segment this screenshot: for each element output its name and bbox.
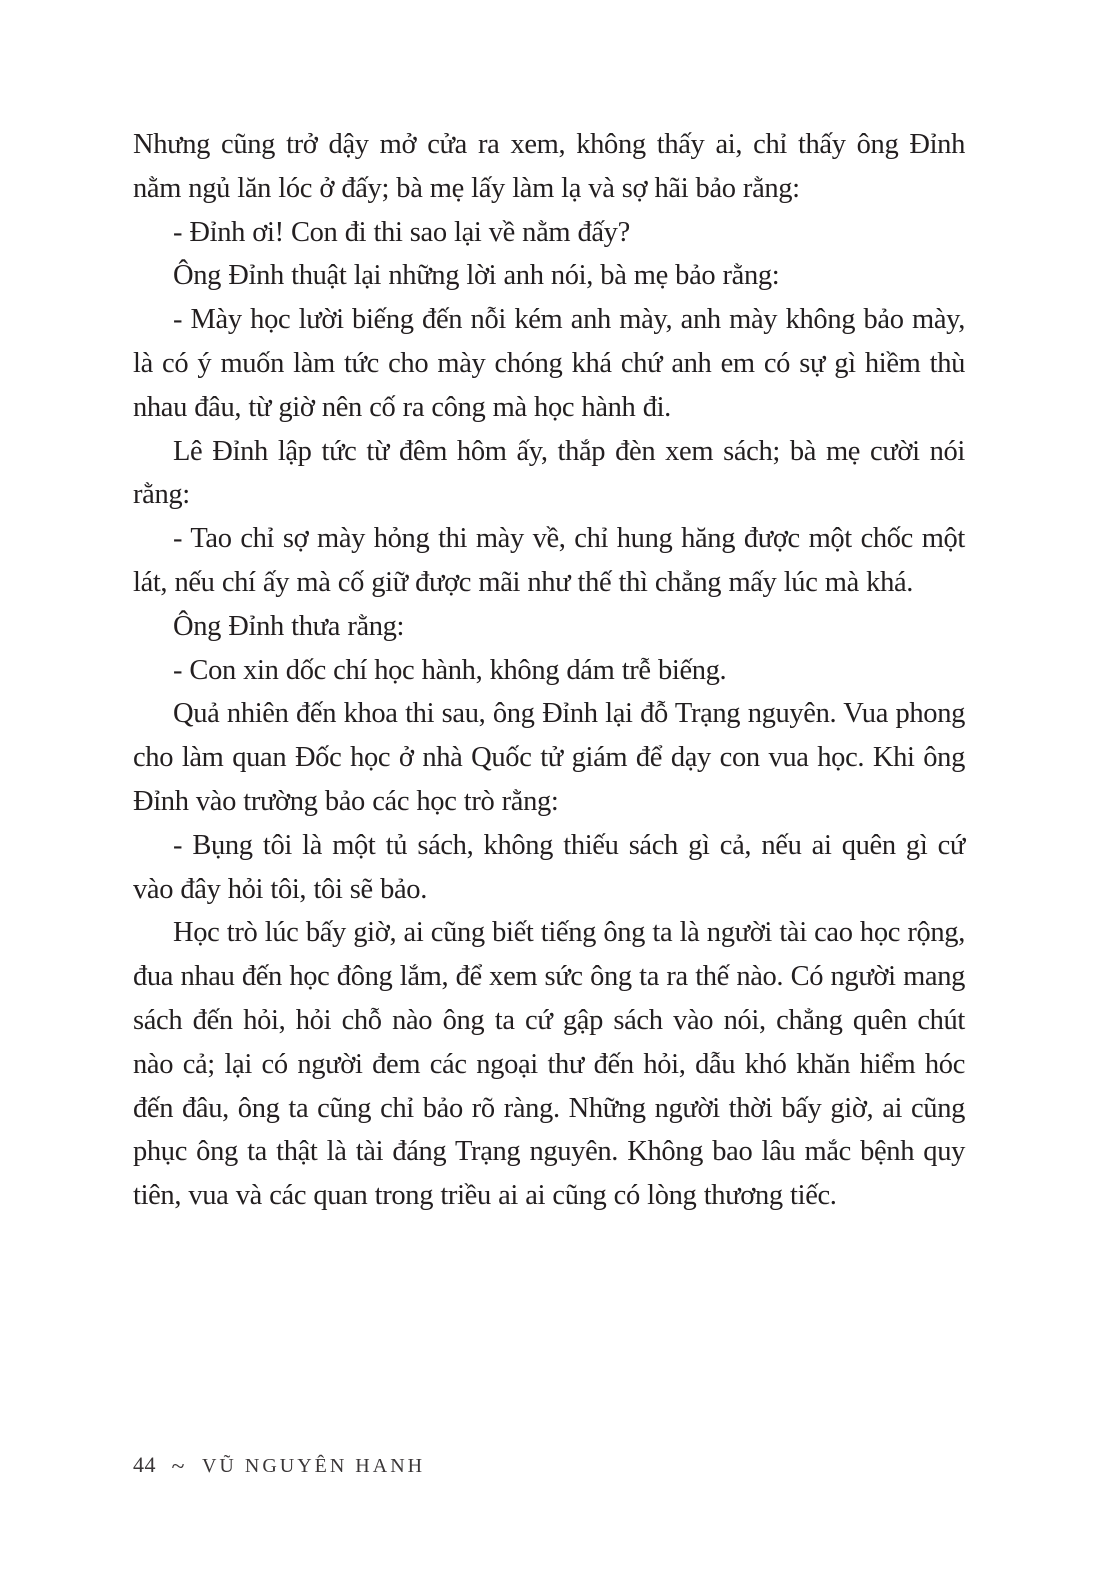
author-name: VŨ NGUYÊN HANH	[201, 1455, 426, 1477]
paragraph-9: Quả nhiên đến khoa thi sau, ông Đỉnh lại đỗ Trạng nguyên. Vua phong cho làm quan Đốc học ở nhà Quốc tử giám để dạy con vua học. Khi ông Đỉnh vào trường bảo các học trò rằng:	[133, 698, 965, 817]
paragraph-10: - Bụng tôi là một tủ sách, không thiếu sách gì cả, nếu ai quên gì cứ vào đây hỏi tôi, tôi sẽ bảo.	[133, 829, 965, 905]
paragraph-4: - Mày học lười biếng đến nỗi kém anh mày, anh mày không bảo mày, là có ý muốn làm tức cho mày chóng khá chứ anh em có sự gì hiềm thù nhau đâu, từ giờ nên cố ra công mà học hành đi.	[133, 304, 965, 423]
paragraph-7: Ông Đỉnh thưa rằng:	[173, 610, 405, 642]
page-body	[133, 123, 965, 1218]
paragraph-3: Ông Đỉnh thuật lại những lời anh nói, bà mẹ bảo rằng:	[173, 260, 780, 292]
paragraph-8: - Con xin dốc chí học hành, không dám trễ biếng.	[173, 654, 727, 686]
paragraph-6: - Tao chỉ sợ mày hỏng thi mày về, chỉ hung hăng được một chốc một lát, nếu chí ấy mà cố giữ được mãi như thế thì chẳng mấy lúc mà khá.	[133, 523, 965, 598]
paragraph-2: - Đỉnh ơi! Con đi thi sao lại về nằm đấy?	[173, 216, 630, 248]
page-number: 44	[133, 1452, 156, 1477]
paragraph-11: Học trò lúc bấy giờ, ai cũng biết tiếng ông ta là người tài cao học rộng, đua nhau đến học đông lắm, để xem sức ông ta ra thế nào. Có người mang sách đến hỏi, hỏi chỗ nào ông ta cứ gập sách vào nói, chẳng quên chút nào cả; lại có người đem các ngoại thư đến hỏi, dẫu khó khăn hiểm hóc đến đâu, ông ta cũng chỉ bảo rõ ràng. Những người thời bấy giờ, ai cũng phục ông ta thật là tài đáng Trạng nguyên. Không bao lâu mắc bệnh quy tiên, vua và các quan trong triều ai ai cũng có lòng thương tiếc.	[133, 917, 965, 1212]
tilde-separator-icon: ~	[171, 1454, 185, 1480]
paragraph-1: Nhưng cũng trở dậy mở cửa ra xem, không thấy ai, chỉ thấy ông Đỉnh nằm ngủ lăn lóc ở đấy; bà mẹ lấy làm lạ và sợ hãi bảo rằng:	[133, 129, 965, 204]
page-footer	[133, 1450, 425, 1481]
paragraph-5: Lê Đỉnh lập tức từ đêm hôm ấy, thắp đèn xem sách; bà mẹ cười nói rằng:	[133, 435, 965, 511]
